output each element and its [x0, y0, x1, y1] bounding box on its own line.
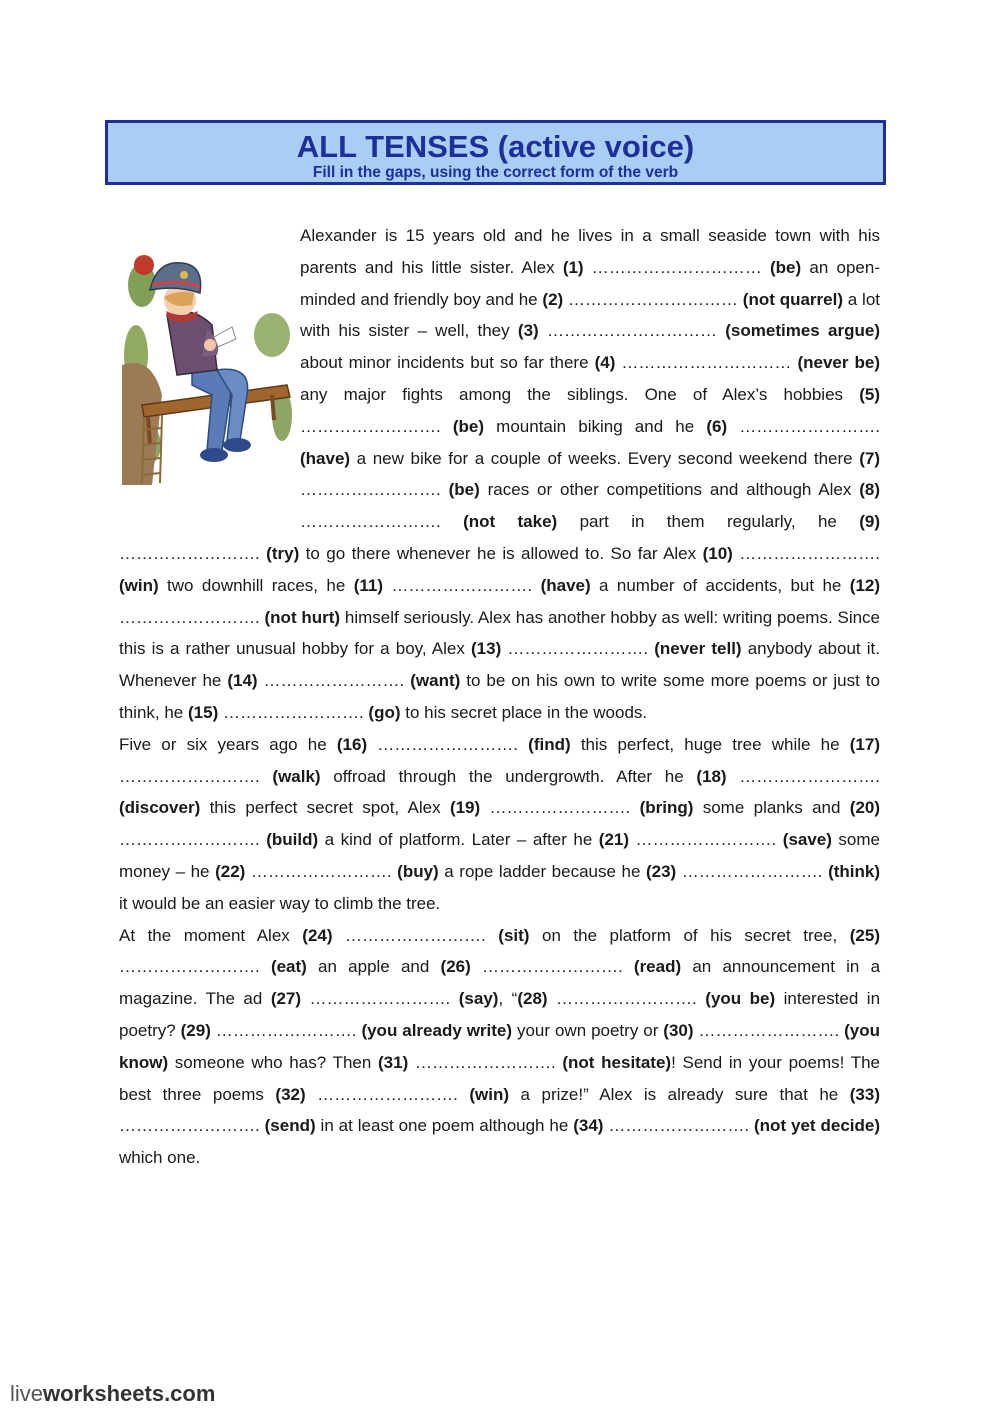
text-segment: Five or six years ago he [119, 734, 337, 754]
text-segment: this perfect secret spot, Alex [200, 798, 450, 818]
text-segment: it would be an easier way to climb the tree. [119, 893, 441, 913]
gap-label: (20) [849, 798, 881, 818]
gap-label: (14) [227, 671, 258, 691]
text-segment: an announcement in a magazine. The ad [119, 957, 881, 1009]
text-segment: in at least one poem although he [315, 1116, 574, 1136]
text-segment: ……………………. [300, 416, 453, 436]
gap-label: (read) [633, 957, 682, 977]
logo-bold-text: worksheets.com [43, 1381, 216, 1406]
text-segment: ………………………… [615, 353, 798, 373]
gap-label: (be) [448, 480, 480, 500]
logo-light-text: live [10, 1381, 44, 1406]
text-segment: an apple and [306, 957, 441, 977]
gap-label: (8) [859, 480, 880, 500]
text-segment: mountain biking and he [484, 416, 707, 436]
gap-label: (save) [782, 830, 832, 850]
gap-label: (think) [828, 861, 880, 881]
gap-label: (30) [663, 1020, 694, 1040]
text-segment: At the moment Alex [119, 925, 303, 945]
text-segment: ……………………. [470, 957, 634, 977]
paragraph [119, 920, 880, 1174]
gap-label: (sometimes argue) [725, 321, 880, 341]
text-segment: about minor incidents but so far there [300, 353, 595, 373]
gap-label: (13) [471, 639, 502, 659]
text-segment: which one. [119, 1148, 201, 1168]
gap-label: (discover) [119, 798, 201, 818]
gap-label: (11) [353, 575, 384, 595]
text-segment: ……………………. [547, 989, 706, 1009]
text-segment: an open-minded and friendly boy and he [300, 257, 880, 309]
text-segment: ……………………. [408, 1052, 563, 1072]
text-segment: ……………………. [119, 957, 271, 977]
text-segment: ……………………. [119, 607, 265, 627]
text-segment: ……………………. [726, 766, 880, 786]
gap-label: (not hesitate) [562, 1052, 672, 1072]
text-segment: ………………………… [538, 321, 726, 341]
gap-label: (you already write) [361, 1020, 513, 1040]
text-segment: interested in poetry? [119, 989, 881, 1040]
text-segment: ……………………. [332, 925, 499, 945]
gap-label: (15) [188, 702, 219, 722]
text-segment: ……………………. [693, 1020, 845, 1040]
gap-label: (want) [410, 671, 461, 691]
gap-label: (23) [645, 861, 677, 881]
text-segment: to go there whenever he is allowed to. So far Alex [299, 543, 703, 563]
text-segment: ……………………. [603, 1116, 755, 1136]
text-segment: ……………………. [629, 830, 783, 850]
text-segment: ……………………. [119, 1116, 265, 1136]
gap-label: (not yet decide) [754, 1116, 881, 1136]
text-segment: to his secret place in the woods. [400, 702, 648, 722]
text-segment: some planks and [693, 798, 850, 818]
text-segment: ………………………… [563, 289, 743, 309]
gap-label: (27) [270, 989, 302, 1009]
gap-label: (say) [458, 989, 499, 1009]
text-segment: to be on his own to write some more poems or just to think, he [119, 671, 880, 722]
page-subtitle: Fill in the gaps, using the correct form of the verb [312, 164, 679, 181]
gap-label: (19) [449, 798, 481, 818]
text-segment: a prize!” Alex is already sure that he [509, 1084, 850, 1104]
gap-label: (you be) [705, 989, 776, 1009]
text-segment: ……………………. [480, 798, 640, 818]
gap-label: (have) [300, 448, 351, 468]
gap-label: (send) [264, 1116, 316, 1136]
gap-label: (22) [215, 861, 246, 881]
text-segment: ……………………. [300, 512, 464, 532]
text-segment: on the platform of his secret tree, [529, 925, 850, 945]
gap-label: (never be) [797, 353, 880, 373]
gap-label: (not quarrel) [742, 289, 843, 309]
gap-label: (12) [849, 575, 881, 595]
text-segment: someone who has? Then [168, 1052, 379, 1072]
text-segment: ……………………. [218, 702, 369, 722]
text-segment: ………………………… [583, 257, 771, 277]
text-segment: ……………………. [732, 543, 880, 563]
text-segment: ……………………. [210, 1020, 362, 1040]
gap-label: (9) [859, 512, 880, 532]
text-segment: a kind of platform. Later – after he [318, 830, 599, 850]
gap-label: (34) [573, 1116, 604, 1136]
text-segment: your own poetry or [512, 1020, 664, 1040]
gap-label: (21) [598, 830, 630, 850]
text-segment: offroad through the undergrowth. After he [320, 766, 697, 786]
gap-label: (sit) [498, 925, 530, 945]
gap-label: (24) [302, 925, 333, 945]
text-segment: part in them regularly, he [557, 512, 860, 532]
gap-label: (build) [266, 830, 319, 850]
gap-label: (never tell) [654, 639, 742, 659]
gap-label: (18) [696, 766, 727, 786]
gap-label: (25) [849, 925, 880, 945]
gap-label: (16) [336, 734, 368, 754]
text-segment: ……………………. [367, 734, 529, 754]
text-segment: Alexander is 15 years old and he lives in a small seaside town with his parents and his little sister. Alex [300, 226, 880, 277]
text-segment: ……………………. [501, 639, 655, 659]
text-segment: a number of accidents, but he [590, 575, 850, 595]
text-segment: a lot with his sister – well, they [300, 289, 880, 341]
gap-label: (4) [594, 353, 616, 373]
gap-label: (6) [706, 416, 728, 436]
text-segment: ……………………. [119, 766, 273, 786]
gap-label: (go) [368, 702, 401, 722]
gap-label: (1) [562, 257, 584, 277]
gap-label: (walk) [272, 766, 321, 786]
gap-label: (you know) [119, 1020, 880, 1072]
text-segment: anybody about it. Whenever he [119, 639, 880, 691]
gap-label: (26) [440, 957, 471, 977]
gap-label: (29) [180, 1020, 211, 1040]
gap-label: (win) [469, 1084, 510, 1104]
text-segment: ……………………. [119, 543, 267, 563]
text-segment: ……………………. [727, 416, 880, 436]
text-segment: ……………………. [245, 861, 398, 881]
text-segment: a rope ladder because he [438, 861, 646, 881]
text-segment: himself seriously. Alex has another hobby as well: writing poems. Since this is a rather unusual hobby for a boy, Alex [119, 607, 881, 659]
gap-label: (not hurt) [264, 607, 341, 627]
gap-label: (find) [528, 734, 571, 754]
text-segment: ……………………. [676, 861, 829, 881]
boy-on-tree-platform-illustration [122, 245, 292, 485]
text-segment: ……………………. [305, 1084, 470, 1104]
text-segment: ……………………. [119, 830, 267, 850]
gap-label: (32) [275, 1084, 306, 1104]
gap-label: (17) [849, 734, 880, 754]
gap-label: (33) [849, 1084, 880, 1104]
gap-label: (31) [378, 1052, 409, 1072]
header-banner [105, 120, 886, 185]
text-segment: two downhill races, he [158, 575, 354, 595]
text-segment: ……………………. [257, 671, 411, 691]
text-segment: any major fights among the siblings. One of Alex’s hobbies [300, 384, 860, 404]
gap-label: (2) [542, 289, 564, 309]
gap-label: (be) [770, 257, 802, 277]
gap-label: (bring) [639, 798, 694, 818]
text-segment: ……………………. [301, 989, 459, 1009]
gap-label: (eat) [270, 957, 307, 977]
liveworksheets-logo [10, 1381, 215, 1407]
text-segment: ……………………. [383, 575, 541, 595]
gap-label: (have) [540, 575, 591, 595]
text-segment: ! Send in your poems! The best three poems [119, 1052, 881, 1104]
gap-label: (7) [859, 448, 880, 468]
gap-label: (win) [119, 575, 159, 595]
gap-label: (3) [517, 321, 539, 341]
text-segment: a new bike for a couple of weeks. Every second weekend there [350, 448, 860, 468]
gap-label: (try) [266, 543, 300, 563]
gap-label: (5) [859, 384, 880, 404]
text-segment: this perfect, huge tree while he [570, 734, 850, 754]
page-title: ALL TENSES (active voice) [296, 129, 695, 164]
text-segment: , “ [498, 989, 518, 1009]
text-segment: some money – he [119, 830, 880, 881]
gap-label: (10) [702, 543, 733, 563]
paragraph [119, 729, 880, 920]
text-segment: races or other competitions and although Alex [479, 480, 860, 500]
gap-label: (not take) [463, 512, 558, 532]
gap-label: (be) [452, 416, 485, 436]
gap-label: (buy) [397, 861, 439, 881]
gap-label: (28) [517, 989, 548, 1009]
text-segment: ……………………. [300, 480, 449, 500]
